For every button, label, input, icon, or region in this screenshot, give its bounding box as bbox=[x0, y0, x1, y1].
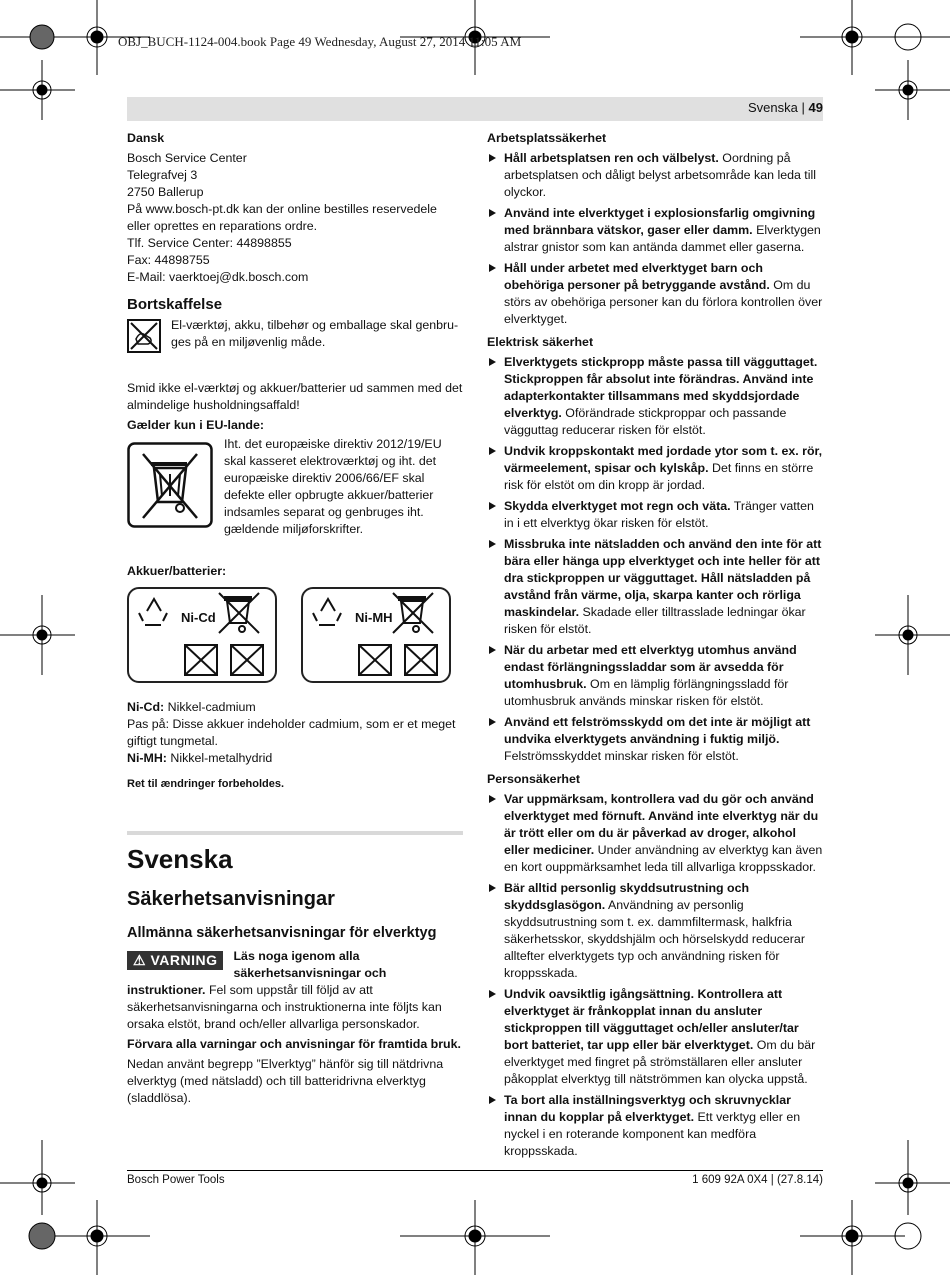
address-line: Bosch Service Center bbox=[127, 151, 247, 165]
item-text: Oordning på arbetsplatsen och dåligt belyst arbetsområde kan leda till olyckor. bbox=[504, 151, 817, 199]
item-text: Om du störs av obehöriga personer kan du förlora kontrollen över elverktyget. bbox=[504, 278, 823, 326]
battery-symbols bbox=[127, 587, 463, 687]
warning-rest: Fel som uppstår till följd av att säkerhetsanvisningarna och instruktionerna inte följts kan orsaka elstöt, brand och/eller allvarliga personskador. bbox=[127, 983, 442, 1031]
footer-left: Bosch Power Tools bbox=[127, 1174, 225, 1186]
item-text: Ett verktyg eller en nyckel i en roterande komponent kan medföra kroppsskada. bbox=[504, 1110, 801, 1158]
sakerhet-title: Säkerhetsanvisningar bbox=[127, 888, 335, 910]
bortskaffelse-text-2: ges på en miljøvenlig måde. bbox=[171, 335, 326, 349]
item-text: Användning av personlig skyddsutrustning som t. ex. dammfiltermask, halkfria säkerhetsskor, skyddshjälm och hörselskydd reducerar alltefter elverktygets typ och användning risken för kroppsskada. bbox=[504, 898, 805, 980]
address-line: På www.bosch-pt.dk kan der online bestilles reservedele eller oprettes en reparations ordre. bbox=[127, 202, 437, 233]
bortskaffelse-text: El-værktøj, akku, tilbehør og emballage skal genbru- bbox=[171, 318, 459, 332]
item-text: Felströmsskyddet minskar risken för elstöt. bbox=[504, 749, 739, 763]
nicd-definition bbox=[127, 699, 463, 716]
person-list bbox=[487, 791, 823, 1160]
item-text: Elverktygen alstrar gnistor som kan antända dammet eller gaserna. bbox=[504, 223, 821, 254]
item-bold: Elverktygets stickpropp måste passa till vägguttaget. Stickproppen får absolut inte förändras. Använd inte adapterkontakter tillsammans med skyddsjordade elverktyg. bbox=[504, 355, 818, 420]
page-header bbox=[748, 100, 823, 115]
address-line: 2750 Ballerup bbox=[127, 185, 204, 199]
ret-text: Ret til ændringer forbeholdes. bbox=[127, 778, 285, 790]
list-item bbox=[487, 1092, 823, 1160]
allmanna-title: Allmänna säkerhetsanvisningar för elverktyg bbox=[127, 925, 437, 941]
list-item bbox=[487, 498, 823, 532]
nimh-term: Ni-MH: bbox=[127, 751, 167, 765]
nimh-definition bbox=[127, 750, 463, 767]
list-item bbox=[487, 443, 823, 494]
list-item bbox=[487, 205, 823, 256]
disposal-icon bbox=[127, 319, 161, 353]
footer-rule bbox=[127, 1170, 823, 1171]
item-text: Det finns en större risk för elstöt om din kropp är jordad. bbox=[504, 461, 814, 492]
list-item bbox=[487, 536, 823, 638]
header-language: Svenska bbox=[748, 100, 798, 115]
page-header-bar bbox=[127, 97, 823, 121]
item-text: Om en lämplig förlängningssladd för utomhusbruk används minskar risken för elstöt. bbox=[504, 677, 789, 708]
forvara-text: Förvara alla varningar och anvisningar för framtida bruk. bbox=[127, 1037, 461, 1051]
item-bold: Använd ett felströmsskydd om det inte är möjligt att undvika elverktygets användning i fuktig miljö. bbox=[504, 715, 811, 746]
item-bold: När du arbetar med ett elverktyg utomhus använd endast förlängningssladdar som är avsedda för utomhusbruk. bbox=[504, 643, 797, 691]
nimh-def: Nikkel-metalhydrid bbox=[166, 751, 273, 765]
item-bold: Var uppmärksam, kontrollera vad du gör och använd elverktyget med förnuft. Använd inte elverktyg när du är trött eller om du är påverkad av droger, alkohol eller mediciner. bbox=[504, 792, 819, 857]
list-item bbox=[487, 880, 823, 982]
list-item bbox=[487, 260, 823, 328]
item-text: Tränger vatten in i ett elverktyg ökar risken för elstöt. bbox=[504, 499, 814, 530]
item-text: Oförändrade stickproppar och passande vägguttag reducerar risken för elstöt. bbox=[504, 406, 787, 437]
nimh-label: Ni-MH bbox=[355, 610, 393, 625]
item-bold: Håll under arbetet med elverktyget barn och obehöriga personer på betryggande avstånd. bbox=[504, 261, 770, 292]
weee-bin-icon bbox=[127, 442, 213, 528]
smid-text: Smid ikke el-værktøj og akkuer/batterier ud sammen med det almindelige husholdningsaffald! bbox=[127, 381, 463, 412]
list-item bbox=[487, 986, 823, 1088]
list-item bbox=[487, 642, 823, 710]
item-bold: Undvik oavsiktlig igångsättning. Kontrollera att elverktyget är frånkopplat innan du ansluter stickproppen till vägguttaget och/eller ansluter/tar bort batteriet, tar upp eller bär elverktyget. bbox=[504, 987, 799, 1052]
nicd-term: Ni-Cd: bbox=[127, 700, 165, 714]
item-bold: Missbruka inte nätsladden och använd den inte för att bära eller hänga upp elverktyget och inte heller för att dra stickproppen ur vägguttaget. Håll nätsladden på avstånd från värme, olja, skarpa kanter och rörliga maskindelar. bbox=[504, 537, 822, 619]
item-bold: Ta bort alla inställningsverktyg och skruvnycklar innan du kopplar på elverktyget. bbox=[504, 1093, 791, 1124]
address-line: E-Mail: vaerktoej@dk.bosch.com bbox=[127, 270, 309, 284]
list-item bbox=[487, 354, 823, 439]
right-column bbox=[487, 130, 823, 1160]
caution-text: Pas på: Disse akkuer indeholder cadmium, som er et meget giftigt tungmetal. bbox=[127, 717, 456, 748]
elektrisk-heading: Elektrisk säkerhet bbox=[487, 335, 594, 349]
akku-heading: Akkuer/batterier: bbox=[127, 564, 227, 578]
nicd-symbol bbox=[127, 587, 277, 683]
nimh-symbol bbox=[301, 587, 451, 683]
address-line: Telegrafvej 3 bbox=[127, 168, 198, 182]
item-text: Om du bär elverktyget med fingret på strömställaren eller ansluter påkopplat elverktyg till nätströmmen kan olycka uppstå. bbox=[504, 1038, 816, 1086]
list-item bbox=[487, 150, 823, 201]
warning-triangle-icon: ⚠ bbox=[133, 952, 147, 968]
item-text: Skadade eller tilltrasslade ledningar ökar risken för elstöt. bbox=[504, 605, 806, 636]
item-bold: Undvik kroppskontakt med jordade ytor som t. ex. rör, värmeelement, spisar och kylskåp. bbox=[504, 444, 823, 475]
nedan-text: Nedan använt begrepp ”Elverktyg” hänför sig till nätdrivna elverktyg (med nätsladd) och till batteridrivna elverktyg (sladdlösa). bbox=[127, 1057, 444, 1105]
svenska-title: Svenska bbox=[127, 844, 233, 874]
bortskaffelse-block bbox=[127, 317, 463, 367]
item-text: Under användning av elverktyg kan även en kort ouppmärksamhet leda till allvarliga kroppsskador. bbox=[504, 843, 823, 874]
list-item bbox=[487, 791, 823, 876]
item-bold: Bär alltid personlig skyddsutrustning och skyddsglasögon. bbox=[504, 881, 750, 912]
page-number: 49 bbox=[808, 100, 823, 115]
nicd-label: Ni-Cd bbox=[181, 610, 216, 625]
address-line: Fax: 44898755 bbox=[127, 253, 210, 267]
print-header: OBJ_BUCH-1124-004.book Page 49 Wednesday, August 27, 2014 11:05 AM bbox=[118, 34, 522, 49]
header-separator: | bbox=[801, 100, 805, 115]
eu-block bbox=[127, 436, 463, 538]
footer-right: 1 609 92A 0X4 | (27.8.14) bbox=[692, 1174, 823, 1186]
left-column bbox=[127, 130, 463, 1107]
person-heading: Personsäkerhet bbox=[487, 772, 580, 786]
eu-text: Iht. det europæiske direktiv 2012/19/EU skal kasseret elektroværktøj og iht. det europæiske direktiv 2006/66/EF skal defekte eller opbrugte akkuer/batterier indsamles separat og genbruges iht. gældende miljøforskrifter. bbox=[224, 437, 442, 536]
warning-bold: Läs noga igenom alla säkerhetsanvisningar och instruktioner. bbox=[127, 949, 387, 997]
elektrisk-list bbox=[487, 354, 823, 765]
dansk-heading: Dansk bbox=[127, 131, 165, 145]
warning-label bbox=[127, 951, 223, 970]
address-line: Tlf. Service Center: 44898855 bbox=[127, 236, 292, 250]
nicd-def: Nikkel-cadmium bbox=[164, 700, 256, 714]
list-item bbox=[487, 714, 823, 765]
section-rule bbox=[127, 831, 463, 835]
arbets-list bbox=[487, 150, 823, 328]
eu-heading: Gælder kun i EU-lande: bbox=[127, 418, 265, 432]
item-bold: Skydda elverktyget mot regn och väta. bbox=[504, 499, 731, 513]
recycle-bin-icons bbox=[129, 589, 275, 681]
warning-paragraph bbox=[127, 948, 463, 1033]
arbets-heading: Arbetsplatssäkerhet bbox=[487, 131, 607, 145]
recycle-bin-icons bbox=[303, 589, 449, 681]
warning-text: VARNING bbox=[150, 952, 218, 968]
item-bold: Använd inte elverktyget i explosionsfarlig omgivning med brännbara vätskor, gaser eller damm. bbox=[504, 206, 816, 237]
bortskaffelse-heading: Bortskaffelse bbox=[127, 296, 223, 313]
item-bold: Håll arbetsplatsen ren och välbelyst. bbox=[504, 151, 719, 165]
